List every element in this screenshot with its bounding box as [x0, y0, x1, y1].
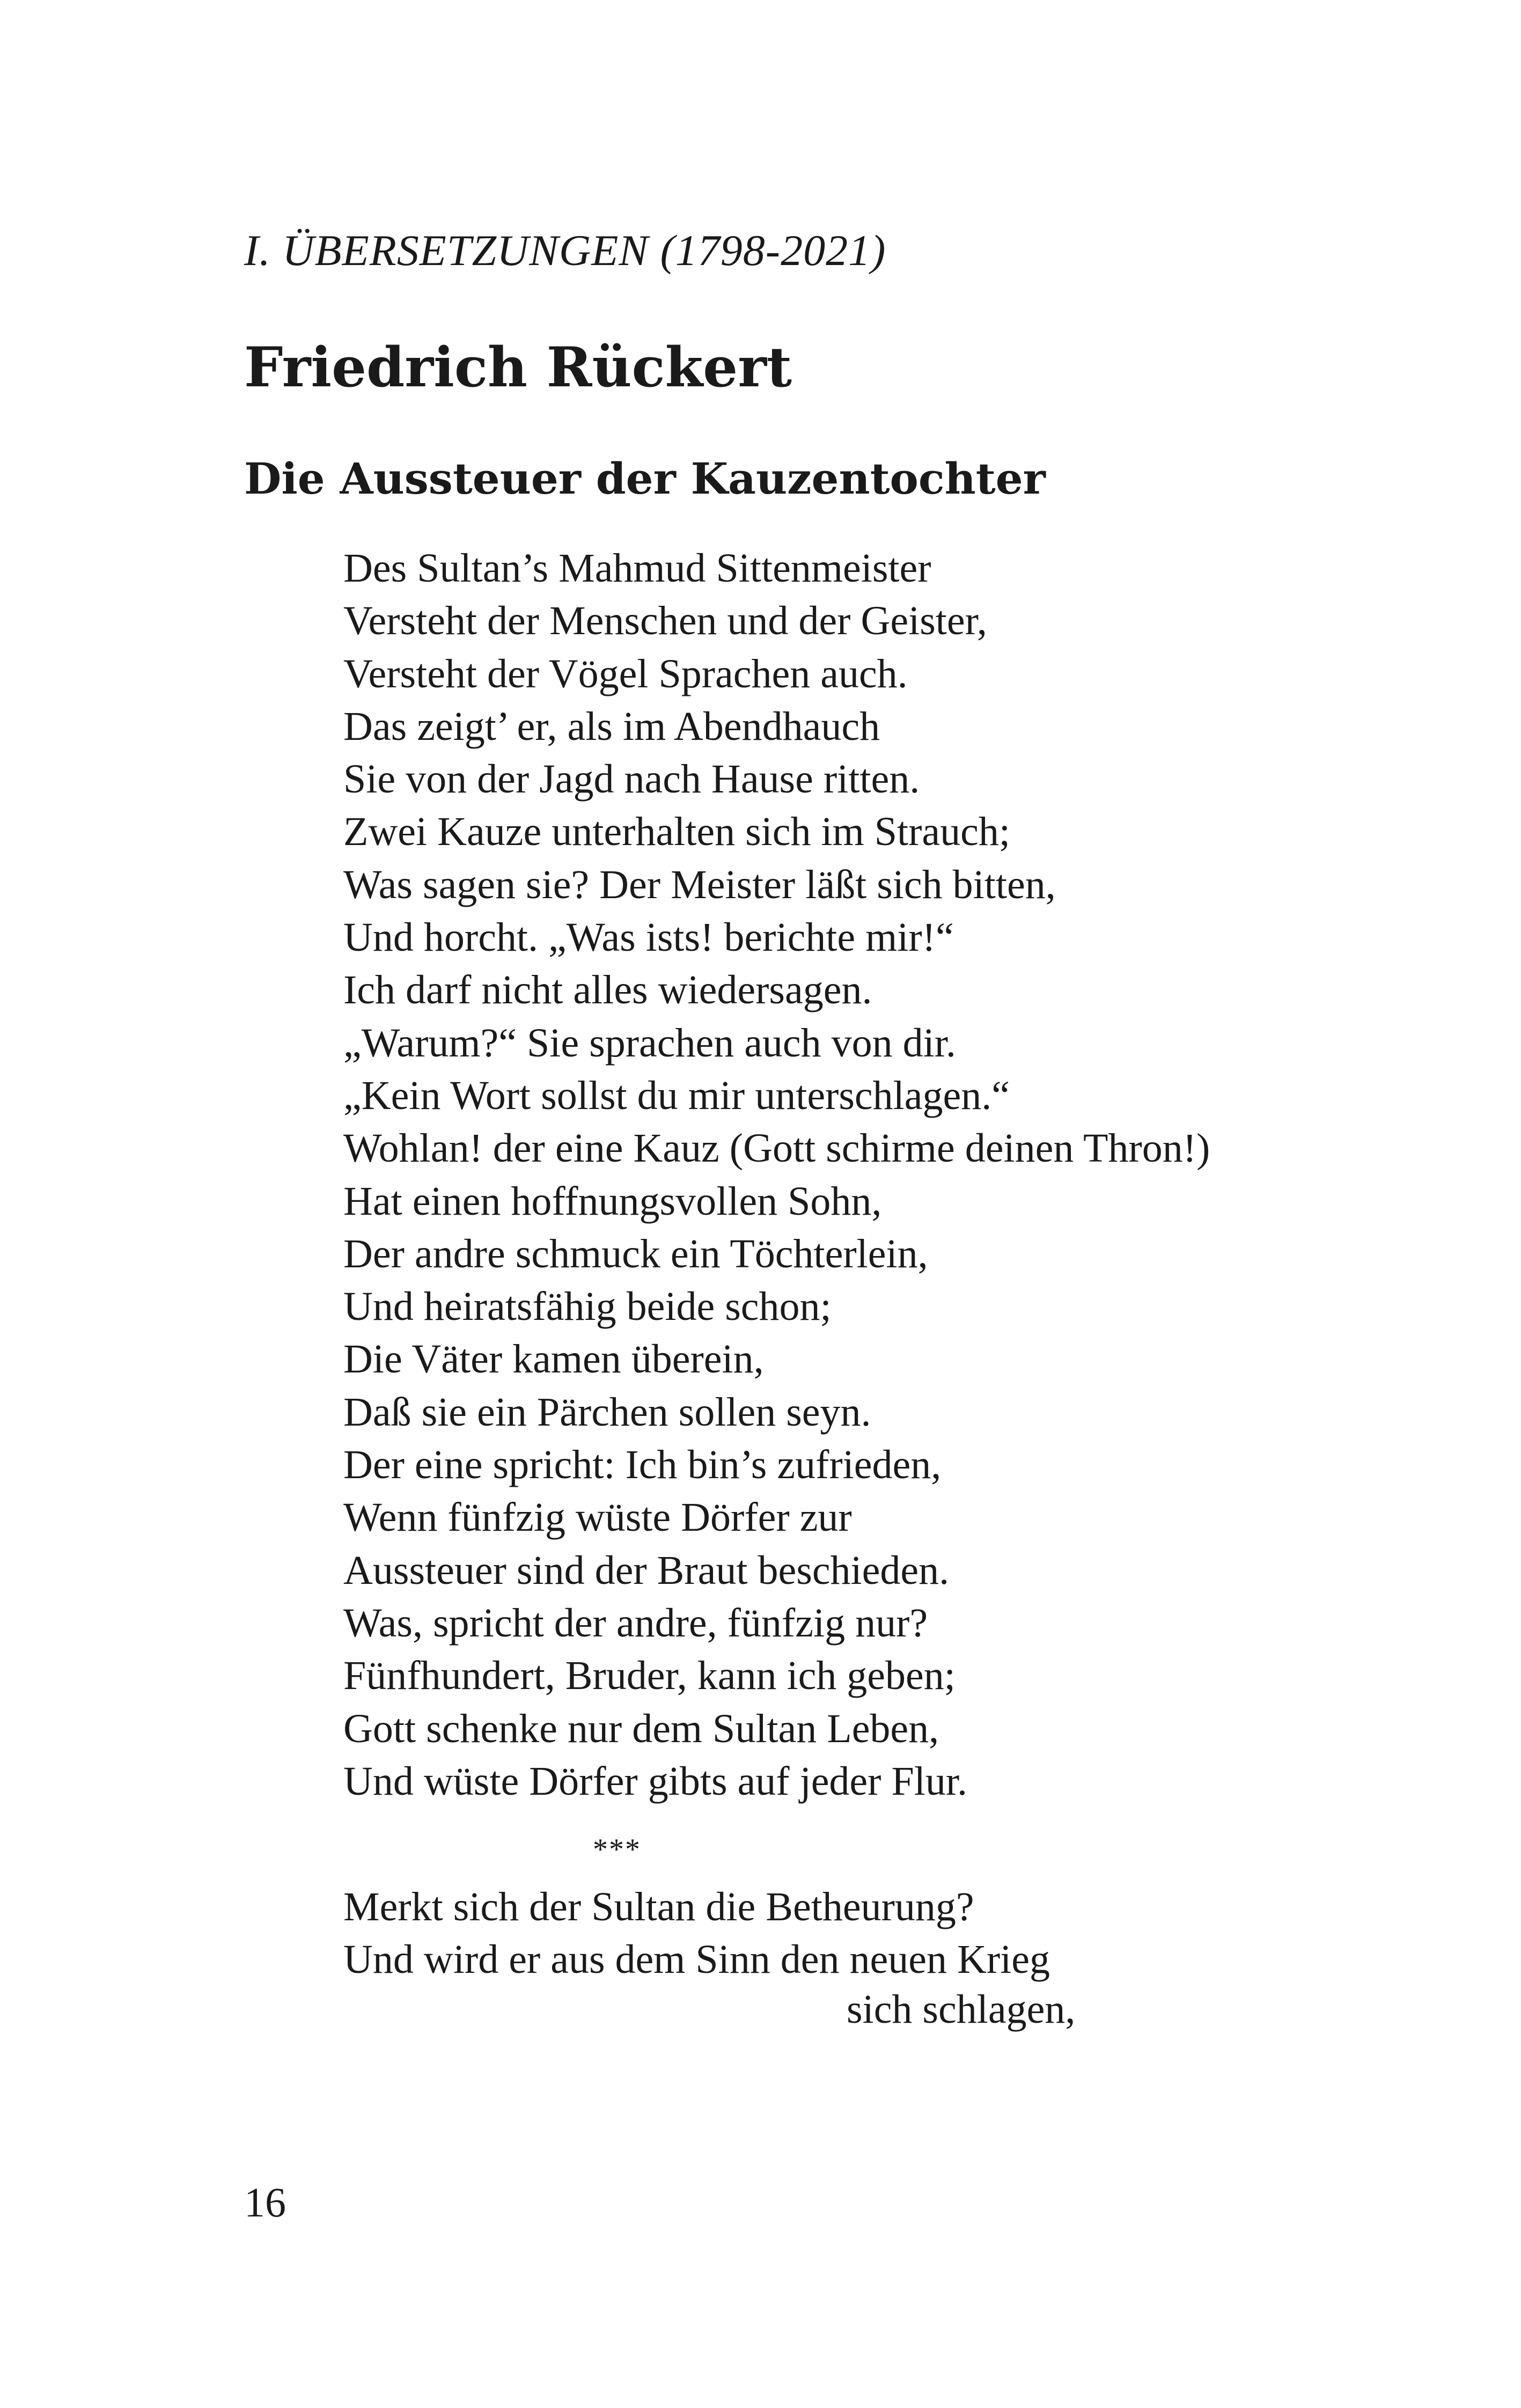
author-name: Friedrich Rückert [244, 335, 792, 400]
verse-line: Was, spricht der andre, fünfzig nur? [343, 1600, 928, 1646]
verse-line: Aussteuer sind der Braut beschieden. [343, 1547, 950, 1593]
verse-line: Was sagen sie? Der Meister läßt sich bitten, [343, 862, 1056, 907]
verse-line: Und wüste Dörfer gibts auf jeder Flur. [343, 1758, 967, 1804]
verse-line: Sie von der Jagd nach Hause ritten. [343, 757, 920, 802]
verse-line: Des Sultan’s Mahmud Sittenmeister [343, 546, 931, 591]
verse-line: Und horcht. „Was ists! berichte mir!“ [343, 915, 954, 960]
verse-line: Merkt sich der Sultan die Betheurung? [343, 1884, 974, 1929]
verse-line: Fünfhundert, Bruder, kann ich geben; [343, 1653, 956, 1699]
verse-line: Gott schenke nur dem Sultan Leben, [343, 1706, 939, 1751]
verse-line: Und wird er aus dem Sinn den neuen Krieg [343, 1937, 1050, 1983]
verse-line: „Warum?“ Sie sprachen auch von dir. [343, 1020, 956, 1066]
verse-line: Wenn fünfzig wüste Dörfer zur [343, 1495, 852, 1540]
verse-line: Daß sie ein Pärchen sollen seyn. [343, 1389, 871, 1435]
verse-line: Hat einen hoffnungsvollen Sohn, [343, 1178, 882, 1224]
verse-line: Und heiratsfähig beide schon; [343, 1284, 832, 1330]
verse-line: Versteht der Vögel Sprachen auch. [343, 651, 908, 696]
verse-line: „Kein Wort sollst du mir unterschlagen.“ [343, 1073, 1010, 1118]
stanza-1 [343, 542, 1210, 1808]
verse-line: Der andre schmuck ein Töchterlein, [343, 1231, 928, 1276]
verse-line: Wohlan! der eine Kauz (Gott schirme deinen Thron!) [343, 1126, 1210, 1171]
verse-line: Zwei Kauze unterhalten sich im Strauch; [343, 809, 1011, 855]
stanza-2 [343, 1881, 1050, 1986]
poem-title: Die Aussteuer der Kauzentochter [244, 453, 1046, 504]
verse-line: Die Väter kamen überein, [343, 1337, 764, 1382]
stanza-separator: *** [593, 1833, 641, 1866]
page-number: 16 [244, 2179, 286, 2226]
verse-line-continuation: sich schlagen, [847, 1987, 1076, 2032]
verse-line: Der eine spricht: Ich bin’s zufrieden, [343, 1442, 942, 1488]
verse-line: Versteht der Menschen und der Geister, [343, 598, 987, 644]
verse-line: Das zeigt’ er, als im Abendhauch [343, 703, 880, 749]
section-heading: I. ÜBERSETZUNGEN (1798-2021) [244, 226, 886, 275]
verse-line: Ich darf nicht alles wiedersagen. [343, 967, 872, 1013]
